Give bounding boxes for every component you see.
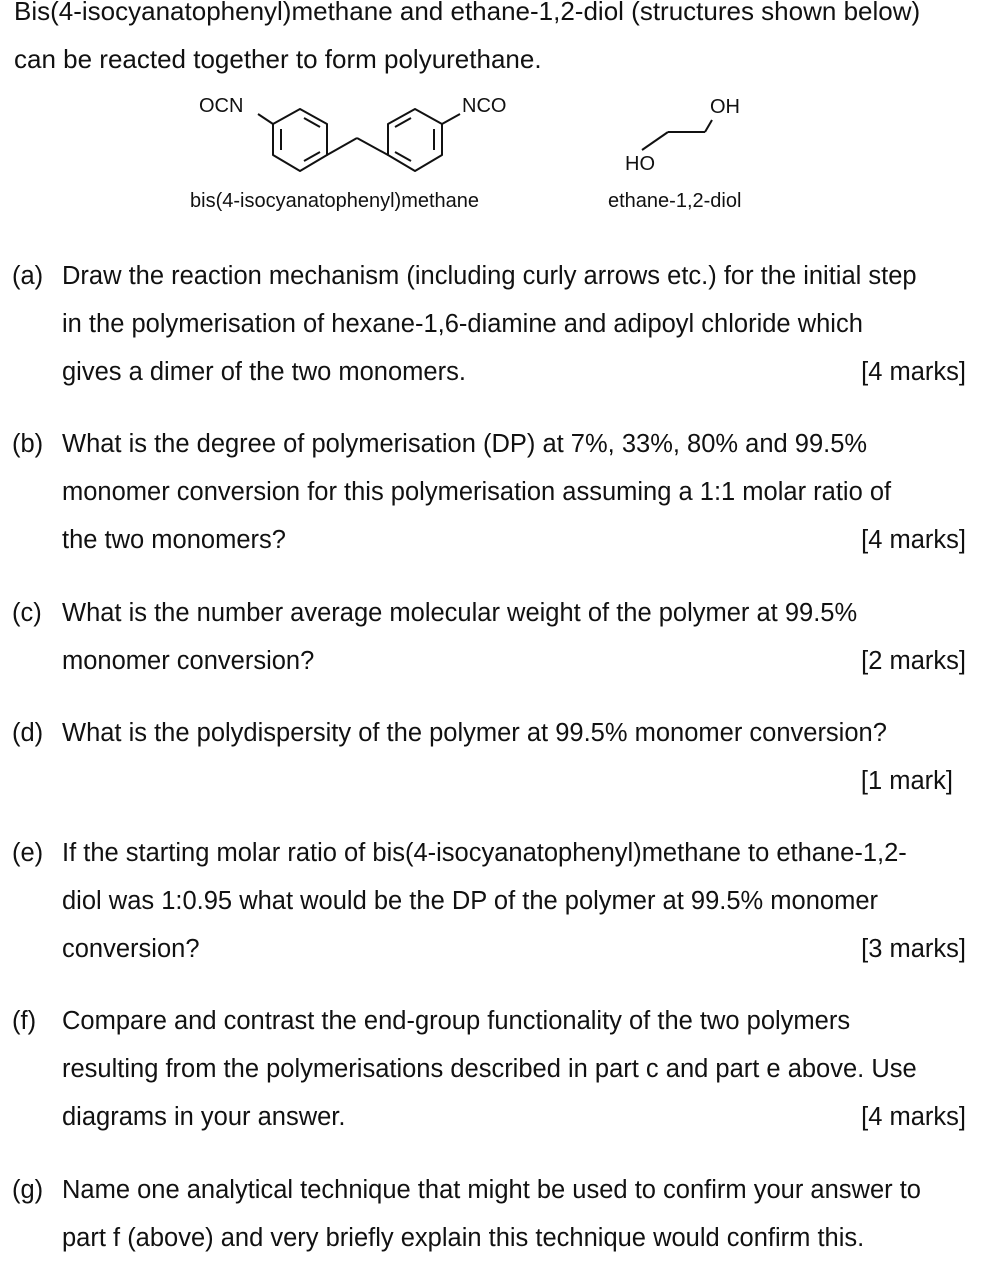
marks-label: [1 mark] <box>860 767 953 795</box>
question-line: part f (above) and very briefly explain this technique would confirm this. <box>62 1224 865 1252</box>
oh-group-label: OH <box>710 96 740 118</box>
question-line: gives a dimer of the two monomers. <box>62 358 466 386</box>
question-line: monomer conversion? <box>62 647 315 675</box>
marks-label: [4 marks] <box>861 358 966 386</box>
question-line: conversion? <box>62 935 200 963</box>
nco-group-label: NCO <box>462 95 507 117</box>
question-line: in the polymerisation of hexane-1,6-diamine and adipoyl chloride which <box>62 310 863 338</box>
mdi-structure <box>258 109 460 171</box>
question-line: monomer conversion for this polymerisation assuming a 1:1 molar ratio of <box>62 478 892 506</box>
question-letter: (g) <box>12 1176 44 1204</box>
marks-label: [4 marks] <box>861 526 966 554</box>
question-letter: (c) <box>12 599 42 627</box>
question-line: Compare and contrast the end-group functionality of the two polymers <box>62 1007 851 1035</box>
question-letter: (d) <box>12 719 44 747</box>
question-line: Draw the reaction mechanism (including curly arrows etc.) for the initial step <box>62 262 917 290</box>
intro-line-2: can be reacted together to form polyurethane. <box>14 44 542 74</box>
question-line: the two monomers? <box>62 526 286 554</box>
question-line: What is the degree of polymerisation (DP) at 7%, 33%, 80% and 99.5% <box>62 430 868 458</box>
marks-label: [4 marks] <box>861 1103 966 1131</box>
question-line: resulting from the polymerisations described in part c and part e above. Use <box>62 1055 917 1083</box>
diol-structure <box>642 120 712 150</box>
marks-label: [2 marks] <box>861 647 966 675</box>
question-letter: (e) <box>12 839 44 867</box>
marks-label: [3 marks] <box>861 935 966 963</box>
diol-name-label: ethane-1,2-diol <box>608 190 742 212</box>
chemical-structures <box>0 80 996 220</box>
intro-line-1: Bis(4-isocyanatophenyl)methane and ethane-1,2-diol (structures shown below) <box>14 0 921 26</box>
ocn-group-label: OCN <box>199 95 244 117</box>
question-line: diol was 1:0.95 what would be the DP of the polymer at 99.5% monomer <box>62 887 878 915</box>
question-letter: (b) <box>12 430 44 458</box>
mdi-name-label: bis(4-isocyanatophenyl)methane <box>190 190 480 212</box>
question-letter: (f) <box>12 1007 37 1035</box>
question-line: diagrams in your answer. <box>62 1103 346 1131</box>
question-line: Name one analytical technique that might be used to confirm your answer to <box>62 1176 921 1204</box>
question-line: What is the polydispersity of the polymer at 99.5% monomer conversion? <box>62 719 887 747</box>
question-line: If the starting molar ratio of bis(4-isocyanatophenyl)methane to ethane-1,2- <box>62 839 907 867</box>
question-letter: (a) <box>12 262 44 290</box>
ho-group-label: HO <box>625 153 655 175</box>
question-line: What is the number average molecular weight of the polymer at 99.5% <box>62 599 858 627</box>
